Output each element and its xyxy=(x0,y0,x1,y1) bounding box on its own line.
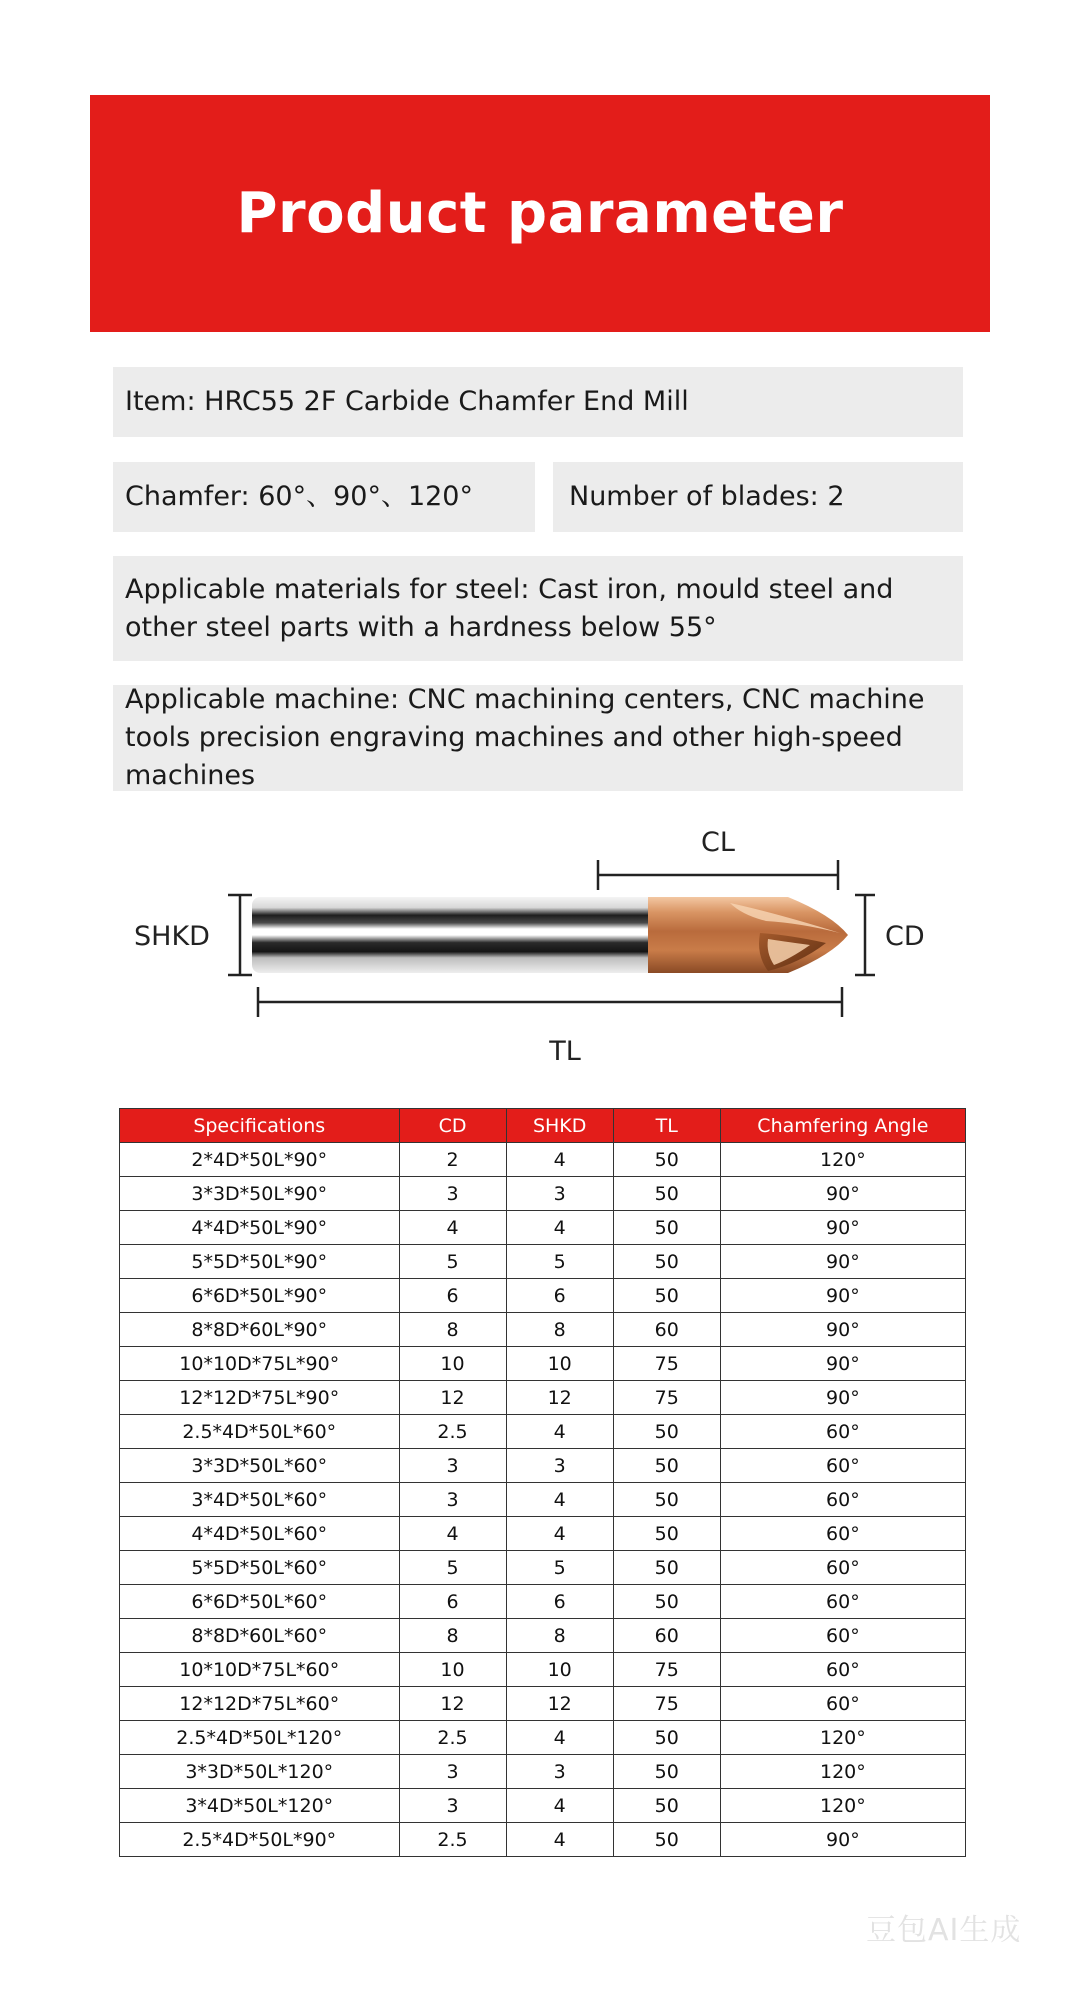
table-row xyxy=(120,1823,966,1857)
cell-cd: 3 xyxy=(399,1449,506,1483)
cell-chamfering-angle: 60° xyxy=(720,1415,965,1449)
cell-specification: 2.5*4D*50L*120° xyxy=(120,1721,400,1755)
cell-chamfering-angle: 60° xyxy=(720,1619,965,1653)
cell-chamfering-angle: 60° xyxy=(720,1517,965,1551)
cell-specification: 5*5D*50L*60° xyxy=(120,1551,400,1585)
cell-specification: 6*6D*50L*90° xyxy=(120,1279,400,1313)
cell-shkd: 3 xyxy=(506,1755,613,1789)
cell-specification: 12*12D*75L*60° xyxy=(120,1687,400,1721)
tl-label: TL xyxy=(549,1036,581,1067)
table-row xyxy=(120,1449,966,1483)
cell-chamfering-angle: 60° xyxy=(720,1551,965,1585)
table-row xyxy=(120,1483,966,1517)
cell-chamfering-angle: 120° xyxy=(720,1755,965,1789)
cell-shkd: 12 xyxy=(506,1381,613,1415)
tool-shank xyxy=(252,897,654,973)
table-row xyxy=(120,1585,966,1619)
cell-specification: 4*4D*50L*90° xyxy=(120,1211,400,1245)
header-chamfering-angle: Chamfering Angle xyxy=(720,1109,965,1143)
cell-chamfering-angle: 90° xyxy=(720,1211,965,1245)
table-row xyxy=(120,1279,966,1313)
materials-info-box xyxy=(113,556,963,661)
end-mill-diagram xyxy=(120,815,960,1080)
cell-tl: 50 xyxy=(613,1245,720,1279)
cell-cd: 12 xyxy=(399,1381,506,1415)
end-mill-tool xyxy=(252,897,848,973)
cell-chamfering-angle: 60° xyxy=(720,1687,965,1721)
cell-specification: 3*4D*50L*60° xyxy=(120,1483,400,1517)
cell-specification: 3*4D*50L*120° xyxy=(120,1789,400,1823)
cell-cd: 5 xyxy=(399,1551,506,1585)
cell-tl: 50 xyxy=(613,1823,720,1857)
table-row xyxy=(120,1313,966,1347)
cell-tl: 50 xyxy=(613,1279,720,1313)
table-body xyxy=(120,1143,966,1857)
cell-shkd: 4 xyxy=(506,1517,613,1551)
cell-specification: 3*3D*50L*120° xyxy=(120,1755,400,1789)
cell-chamfering-angle: 120° xyxy=(720,1721,965,1755)
title-banner xyxy=(90,95,990,332)
blades-info-box xyxy=(553,462,963,532)
cell-shkd: 4 xyxy=(506,1415,613,1449)
cell-shkd: 10 xyxy=(506,1653,613,1687)
cell-tl: 50 xyxy=(613,1415,720,1449)
cell-cd: 3 xyxy=(399,1483,506,1517)
cell-shkd: 4 xyxy=(506,1211,613,1245)
end-mill-diagram-svg xyxy=(120,815,960,1080)
cell-chamfering-angle: 90° xyxy=(720,1381,965,1415)
cell-specification: 10*10D*75L*60° xyxy=(120,1653,400,1687)
machine-info-box xyxy=(113,685,963,791)
cl-label: CL xyxy=(701,827,735,858)
cell-cd: 2.5 xyxy=(399,1823,506,1857)
cell-tl: 50 xyxy=(613,1755,720,1789)
cell-cd: 6 xyxy=(399,1279,506,1313)
table-row xyxy=(120,1721,966,1755)
cell-tl: 75 xyxy=(613,1653,720,1687)
cell-cd: 6 xyxy=(399,1585,506,1619)
item-text: Item: HRC55 2F Carbide Chamfer End Mill xyxy=(125,386,689,417)
cell-tl: 60 xyxy=(613,1313,720,1347)
cell-chamfering-angle: 90° xyxy=(720,1347,965,1381)
cell-shkd: 4 xyxy=(506,1483,613,1517)
header-specifications: Specifications xyxy=(120,1109,400,1143)
cell-specification: 8*8D*60L*90° xyxy=(120,1313,400,1347)
cell-cd: 2.5 xyxy=(399,1415,506,1449)
table-row xyxy=(120,1415,966,1449)
cell-specification: 6*6D*50L*60° xyxy=(120,1585,400,1619)
cell-cd: 3 xyxy=(399,1755,506,1789)
cell-shkd: 4 xyxy=(506,1721,613,1755)
cell-specification: 2.5*4D*50L*90° xyxy=(120,1823,400,1857)
cell-shkd: 8 xyxy=(506,1619,613,1653)
blades-text: Number of blades: 2 xyxy=(569,481,845,512)
shkd-label: SHKD xyxy=(134,921,210,952)
table-row xyxy=(120,1143,966,1177)
cell-chamfering-angle: 60° xyxy=(720,1653,965,1687)
materials-text: Applicable materials for steel: Cast iron, mould steel and other steel parts with a hardness below 55° xyxy=(125,573,894,643)
cell-cd: 2 xyxy=(399,1143,506,1177)
cell-tl: 75 xyxy=(613,1381,720,1415)
cell-cd: 10 xyxy=(399,1653,506,1687)
cell-shkd: 4 xyxy=(506,1823,613,1857)
cd-label: CD xyxy=(885,921,925,952)
header-cd: CD xyxy=(399,1109,506,1143)
cell-specification: 4*4D*50L*60° xyxy=(120,1517,400,1551)
page-title: Product parameter xyxy=(236,181,844,246)
cell-chamfering-angle: 90° xyxy=(720,1177,965,1211)
cell-cd: 3 xyxy=(399,1177,506,1211)
shkd-dimension xyxy=(134,895,252,975)
cd-dimension xyxy=(855,895,925,975)
cell-tl: 50 xyxy=(613,1211,720,1245)
cell-specification: 12*12D*75L*90° xyxy=(120,1381,400,1415)
cell-specification: 8*8D*60L*60° xyxy=(120,1619,400,1653)
table-header-row xyxy=(120,1109,966,1143)
cell-shkd: 10 xyxy=(506,1347,613,1381)
header-shkd: SHKD xyxy=(506,1109,613,1143)
cell-shkd: 3 xyxy=(506,1177,613,1211)
cell-chamfering-angle: 90° xyxy=(720,1823,965,1857)
cell-specification: 2*4D*50L*90° xyxy=(120,1143,400,1177)
header-tl: TL xyxy=(613,1109,720,1143)
watermark: 豆包AI生成 xyxy=(866,1913,1022,1948)
chamfer-text: Chamfer: 60°、90°、120° xyxy=(125,481,473,512)
cl-dimension xyxy=(598,827,838,890)
cell-cd: 3 xyxy=(399,1789,506,1823)
table-row xyxy=(120,1517,966,1551)
cell-chamfering-angle: 60° xyxy=(720,1585,965,1619)
cell-cd: 5 xyxy=(399,1245,506,1279)
cell-cd: 2.5 xyxy=(399,1721,506,1755)
table-row xyxy=(120,1755,966,1789)
cell-shkd: 3 xyxy=(506,1449,613,1483)
cell-specification: 3*3D*50L*60° xyxy=(120,1449,400,1483)
table-row xyxy=(120,1619,966,1653)
table-row xyxy=(120,1789,966,1823)
cell-tl: 75 xyxy=(613,1687,720,1721)
table-row xyxy=(120,1381,966,1415)
cell-shkd: 6 xyxy=(506,1279,613,1313)
chamfer-info-box xyxy=(113,462,535,532)
table-row xyxy=(120,1245,966,1279)
table-row xyxy=(120,1687,966,1721)
table-row xyxy=(120,1211,966,1245)
cell-cd: 4 xyxy=(399,1211,506,1245)
cell-chamfering-angle: 90° xyxy=(720,1279,965,1313)
item-info-box xyxy=(113,367,963,437)
cell-shkd: 6 xyxy=(506,1585,613,1619)
cell-tl: 50 xyxy=(613,1789,720,1823)
cell-tl: 75 xyxy=(613,1347,720,1381)
cell-tl: 50 xyxy=(613,1483,720,1517)
machine-text: Applicable machine: CNC machining centers, CNC machine tools precision engraving machines and other high-speed machines xyxy=(125,684,925,791)
table-row xyxy=(120,1177,966,1211)
cell-chamfering-angle: 120° xyxy=(720,1789,965,1823)
cell-shkd: 5 xyxy=(506,1245,613,1279)
tl-dimension xyxy=(258,987,842,1067)
cell-shkd: 4 xyxy=(506,1789,613,1823)
cell-tl: 50 xyxy=(613,1551,720,1585)
cell-tl: 50 xyxy=(613,1585,720,1619)
cell-cd: 12 xyxy=(399,1687,506,1721)
cell-cd: 4 xyxy=(399,1517,506,1551)
cell-chamfering-angle: 120° xyxy=(720,1143,965,1177)
cell-chamfering-angle: 90° xyxy=(720,1245,965,1279)
cell-chamfering-angle: 60° xyxy=(720,1483,965,1517)
cell-tl: 50 xyxy=(613,1143,720,1177)
cell-cd: 8 xyxy=(399,1313,506,1347)
cell-tl: 50 xyxy=(613,1177,720,1211)
cell-tl: 60 xyxy=(613,1619,720,1653)
table-row xyxy=(120,1551,966,1585)
cell-shkd: 5 xyxy=(506,1551,613,1585)
cell-chamfering-angle: 90° xyxy=(720,1313,965,1347)
cell-tl: 50 xyxy=(613,1517,720,1551)
table-row xyxy=(120,1347,966,1381)
cell-cd: 10 xyxy=(399,1347,506,1381)
cell-chamfering-angle: 60° xyxy=(720,1449,965,1483)
cell-specification: 10*10D*75L*90° xyxy=(120,1347,400,1381)
cell-tl: 50 xyxy=(613,1721,720,1755)
table-row xyxy=(120,1653,966,1687)
cell-tl: 50 xyxy=(613,1449,720,1483)
cell-shkd: 12 xyxy=(506,1687,613,1721)
cell-specification: 3*3D*50L*90° xyxy=(120,1177,400,1211)
cell-specification: 5*5D*50L*90° xyxy=(120,1245,400,1279)
specifications-table xyxy=(119,1108,966,1857)
cell-specification: 2.5*4D*50L*60° xyxy=(120,1415,400,1449)
cell-cd: 8 xyxy=(399,1619,506,1653)
cell-shkd: 8 xyxy=(506,1313,613,1347)
cell-shkd: 4 xyxy=(506,1143,613,1177)
